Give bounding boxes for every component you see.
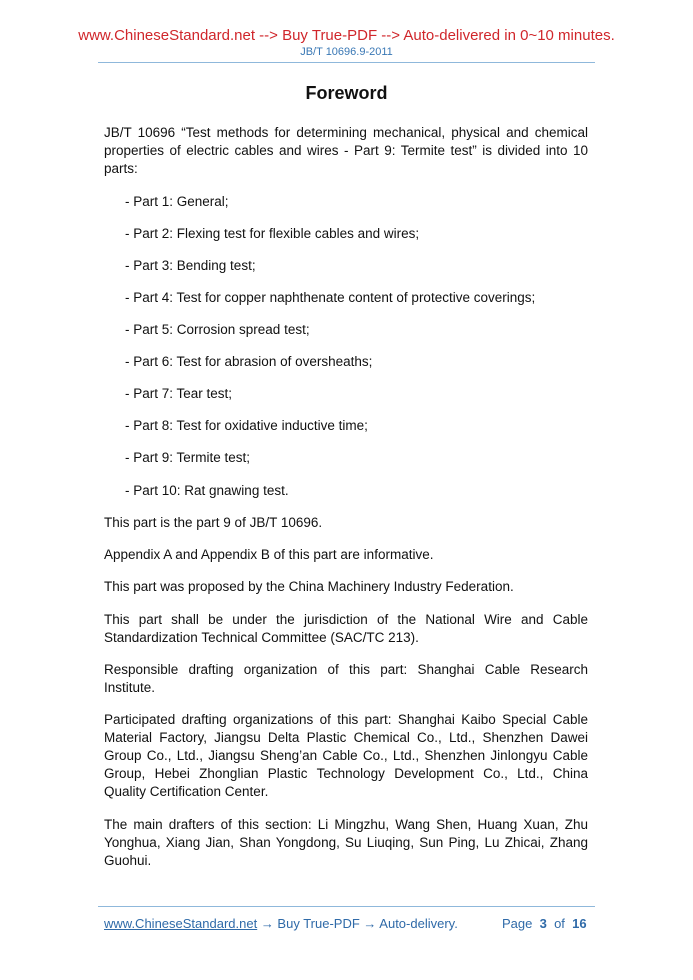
paragraph: Appendix A and Appendix B of this part are informative. — [104, 547, 434, 562]
list-item: - Part 9: Termite test; — [125, 450, 251, 465]
footer-promo — [104, 916, 458, 931]
footer-divider — [98, 906, 595, 907]
list-item: - Part 2: Flexing test for flexible cables and wires; — [125, 226, 420, 241]
list-item: - Part 1: General; — [125, 194, 229, 209]
current-page: 3 — [539, 916, 547, 931]
page-label: Page — [502, 916, 533, 931]
list-item: - Part 5: Corrosion spread test; — [125, 322, 310, 337]
paragraph: This part shall be under the jurisdiction of the National Wire and Cable Standardization Technical Committee (SAC/TC 213). — [104, 612, 588, 645]
header-divider — [98, 62, 595, 63]
paragraph: This part is the part 9 of JB/T 10696. — [104, 515, 323, 530]
document-id: JB/T 10696.9-2011 — [300, 46, 393, 58]
footer-text: → Buy True-PDF → Auto-delivery. — [257, 916, 458, 931]
intro-paragraph: JB/T 10696 “Test methods for determining mechanical, physical and chemical properties of electric cables and wires - Part 9: Termite test” is divided into 10 parts: — [104, 125, 588, 176]
page-number — [502, 916, 587, 931]
list-item: - Part 6: Test for abrasion of oversheaths; — [125, 354, 373, 369]
list-item: - Part 4: Test for copper naphthenate content of protective coverings; — [125, 290, 536, 305]
paragraph: Responsible drafting organization of this part: Shanghai Cable Research Institute. — [104, 662, 588, 695]
list-item: - Part 7: Tear test; — [125, 386, 233, 401]
list-item: - Part 10: Rat gnawing test. — [125, 483, 289, 498]
page-title: Foreword — [305, 83, 388, 103]
list-item: - Part 3: Bending test; — [125, 258, 256, 273]
paragraph: Participated drafting organizations of this part: Shanghai Kaibo Special Cable Material Factory, Jiangsu Delta Plastic Chemical Co., Ltd., Shenzhen Dawei Group Co., Ltd., Jiangsu Sheng’an Cable Co., Ltd., Shenzhen Jinlongyu Cable Group, Hebei Zhonglian Plastic Technology Development Co., Ltd., China Quality Certification Center. — [104, 712, 588, 799]
list-item: - Part 8: Test for oxidative inductive time; — [125, 418, 368, 433]
paragraph: The main drafters of this section: Li Mingzhu, Wang Shen, Huang Xuan, Zhu Yonghua, Xiang Jian, Shan Yongdong, Su Liuqing, Sun Ping, Lu Zhicai, Zhang Guohui. — [104, 817, 588, 868]
total-pages: 16 — [572, 916, 587, 931]
footer-link[interactable]: www.ChineseStandard.net — [104, 916, 258, 931]
paragraph: This part was proposed by the China Machinery Industry Federation. — [104, 579, 514, 594]
promo-banner[interactable]: www.ChineseStandard.net --> Buy True-PDF --> Auto-delivered in 0~10 minutes. — [78, 27, 615, 44]
of-label: of — [554, 916, 565, 931]
